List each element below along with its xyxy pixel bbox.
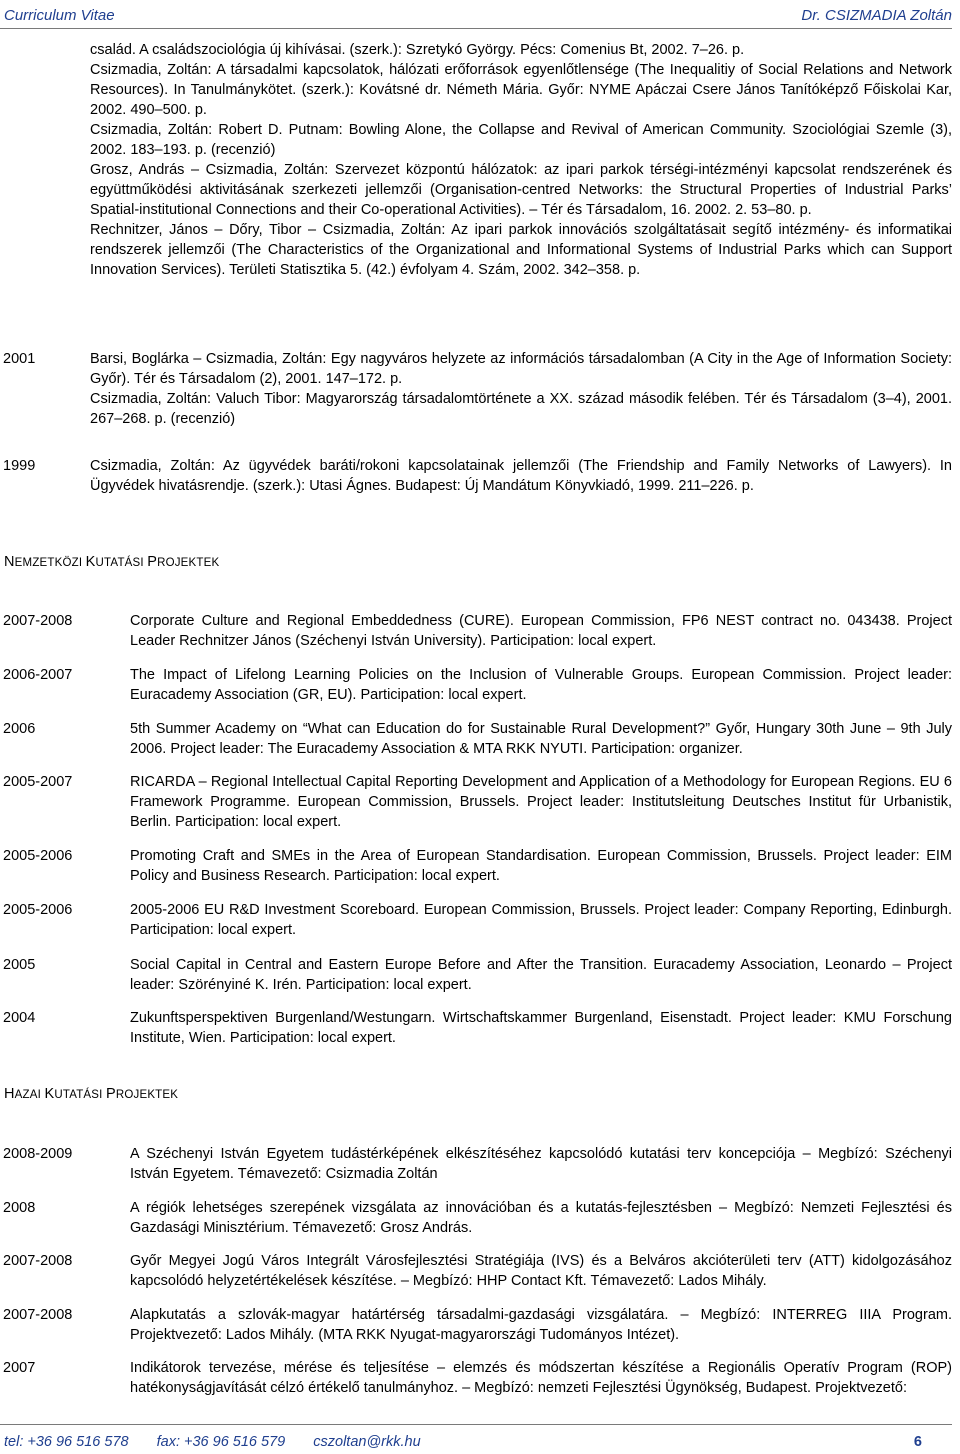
project-entry (0, 665, 952, 705)
publication-year: 1999 (3, 458, 36, 474)
header-divider (0, 28, 952, 29)
project-description: Social Capital in Central and Eastern Europe Before and After the Transition. Euracademy Association, Leonardo – Project leader: Szörényiné K. Irén. Participation: local expert. (130, 957, 952, 993)
project-description: Alapkutatás a szlovák-magyar határtérség társadalmi-gazdasági vizsgálatára. – Megbízó: INTERREG IIIA Program. Projektvezető: Lados Mihály. (MTA RKK Nyugat-magyarországi Tudományos Intézet). (130, 1307, 952, 1343)
project-entry (0, 719, 952, 759)
publications-2002-continued (0, 40, 952, 280)
project-entry (0, 900, 952, 940)
project-year: 2007-2008 (3, 613, 73, 629)
project-entry (0, 955, 952, 995)
publication-entry: Csizmadia, Zoltán: A társadalmi kapcsolatok, hálózati erőforrások egyenlőtlensége (The Inequalitiy of Social Relations and Network Resources). In Tanulmánykötet. (szerk.): Kovátsné dr. Németh Mária. Győr: NYME Apáczai Csere János Tanítóképző Főiskolai Kar, 2002. 490–500. p. (90, 62, 952, 118)
page-header (4, 6, 952, 26)
project-year: 2007-2008 (3, 1307, 73, 1323)
publication-year: 2001 (3, 351, 36, 367)
publications-2001 (0, 349, 952, 429)
project-year: 2008 (3, 1200, 36, 1216)
project-entry (0, 772, 952, 832)
footer-fax: fax: +36 96 516 579 (156, 1434, 286, 1450)
project-entry (0, 1008, 952, 1048)
project-entry (0, 1305, 952, 1345)
project-description: 2005-2006 EU R&D Investment Scoreboard. European Commission, Brussels. Project leader: Company Reporting, Edinburgh. Participation: local expert. (130, 902, 952, 938)
project-description: The Impact of Lifelong Learning Policies on the Inclusion of Vulnerable Groups. European Commission. Project leader: Euracademy Association (GR, EU). Participation: local expert. (130, 667, 952, 703)
project-year: 2007 (3, 1360, 36, 1376)
project-year: 2006-2007 (3, 667, 73, 683)
project-description: Győr Megyei Jogú Város Integrált Városfejlesztési Stratégiája (IVS) és a Belváros akcióterületi terv (ATT) kidolgozásához kapcsolódó helyzetértékelések készítése. – Megbízó: HHP Contact Kft. Témavezető: Lados Mihály. (130, 1253, 952, 1289)
publication-entry: család. A családszociológia új kihívásai. (szerk.): Szretykó György. Pécs: Comenius Bt, 2002. 7–26. p. (90, 42, 745, 58)
project-year: 2005-2006 (3, 902, 73, 918)
project-year: 2008-2009 (3, 1146, 73, 1162)
publications-1999 (0, 456, 952, 496)
publication-entry: Csizmadia, Zoltán: Az ügyvédek baráti/rokoni kapcsolatainak jellemzői (The Friendship and Family Networks of Lawyers). In Ügyvédek hivatásrendje. (szerk.): Utasi Ágnes. Budapest: Új Mandátum Könyvkiadó, 1999. 211–226. p. (90, 458, 952, 494)
project-entry (0, 846, 952, 886)
project-description: Corporate Culture and Regional Embeddedness (CURE). European Commission, FP6 NEST contract no. 043438. Project Leader Rechnitzer János (Széchenyi István University). Participation: local expert. (130, 613, 952, 649)
project-entry (0, 1198, 952, 1238)
header-author: Dr. CSIZMADIA Zoltán (801, 7, 952, 24)
project-year: 2004 (3, 1010, 36, 1026)
project-description: Zukunftsperspektiven Burgenland/Westungarn. Wirtschaftskammer Burgenland, Eisenstadt. Project leader: KMU Forschung Institute, Wien. Participation: local expert. (130, 1010, 952, 1046)
footer-divider (0, 1424, 952, 1425)
section-title-domestic-projects: HAZAI KUTATÁSI PROJEKTEK (4, 1086, 179, 1102)
publication-entry: Barsi, Boglárka – Csizmadia, Zoltán: Egy nagyváros helyzete az információs társadalomban (A City in the Age of Information Society: Győr). Tér és Társadalom (2), 2001. 147–172. p. (90, 351, 952, 387)
footer-email[interactable]: cszoltan@rkk.hu (313, 1434, 421, 1450)
page-number: 6 (913, 1434, 922, 1450)
publication-entry: Csizmadia, Zoltán: Robert D. Putnam: Bowling Alone, the Collapse and Revival of American Community. Szociológiai Szemle (3), 2002. 183–193. p. (recenzió) (90, 122, 952, 158)
project-year: 2005 (3, 957, 36, 973)
publication-entry: Csizmadia, Zoltán: Valuch Tibor: Magyarország társadalomtörténete a XX. század második felében. Tér és Társadalom (3–4), 2001. 267–268. p. (recenzió) (90, 391, 952, 427)
project-description: Indikátorok tervezése, mérése és teljesítése – elemzés és módszertan készítése a Regionális Operatív Program (ROP) hatékonyságjavítását célzó értékelő tanulmányhoz. – Megbízó: nemzeti Fejlesztési Ügynökség, Budapest. Projektvezető: (130, 1360, 952, 1396)
publication-entry: Grosz, András – Csizmadia, Zoltán: Szervezet központú hálózatok: az ipari parkok térségi-intézményi kapcsolat rendszerének és együttműködési aktivitásának szerkezeti jellemzői (Organisation-centred Networks: the Structural Properties of Industrial Parks’ Spatial-institutional Connections and their Co-operational Activities). – Tér és Társadalom, 16. 2002. 2. 53–80. p. (90, 162, 952, 218)
publication-entry: Rechnitzer, János – Dőry, Tibor – Csizmadia, Zoltán: Az ipari parkok innovációs szolgáltatásait segítő intézmény- és informatikai rendszerek jellemzői (The Characteristics of the Organizational and Informational Systems of Industrial Parks which can Support Innovation Services). Területi Statisztika 5. (42.) évfolyam 4. Szám, 2002. 342–358. p. (90, 222, 952, 278)
project-year: 2006 (3, 721, 36, 737)
project-description: A régiók lehetséges szerepének vizsgálata az innovációban és a kutatás-fejlesztésben – Megbízó: Nemzeti Fejlesztési és Gazdasági Minisztérium. Témavezető: Grosz András. (130, 1200, 952, 1236)
footer-phone: tel: +36 96 516 578 (4, 1434, 129, 1450)
project-description: RICARDA – Regional Intellectual Capital Reporting Development and Application of a Methodology for European Regions. EU 6 Framework Programme. European Commission, Brussels. Project leader: Institutsleitung Deutsches Institut für Urbanistik, Berlin. Participation: local expert. (130, 774, 952, 830)
header-title: Curriculum Vitae (4, 7, 115, 24)
page-footer (4, 1432, 952, 1452)
project-description: Promoting Craft and SMEs in the Area of European Standardisation. European Commission, Brussels. Project leader: EIM Policy and Business Research. Participation: local expert. (130, 848, 952, 884)
project-year: 2007-2008 (3, 1253, 73, 1269)
project-year: 2005-2006 (3, 848, 73, 864)
project-entry (0, 1251, 952, 1291)
project-description: 5th Summer Academy on “What can Education do for Sustainable Rural Development?” Győr, Hungary 30th June – 9th July 2006. Project leader: The Euracademy Association & MTA RKK NYUTI. Participation: organizer. (130, 721, 952, 757)
project-entry (0, 1144, 952, 1184)
project-year: 2005-2007 (3, 774, 73, 790)
project-entry (0, 1358, 952, 1398)
project-description: A Széchenyi István Egyetem tudástérképének elkészítéséhez kapcsolódó kutatási terv koncepciója – Megbízó: Széchenyi István Egyetem. Témavezető: Csizmadia Zoltán (130, 1146, 952, 1182)
section-title-international-projects: NEMZETKÖZI KUTATÁSI PROJEKTEK (4, 554, 220, 570)
project-entry (0, 611, 952, 651)
